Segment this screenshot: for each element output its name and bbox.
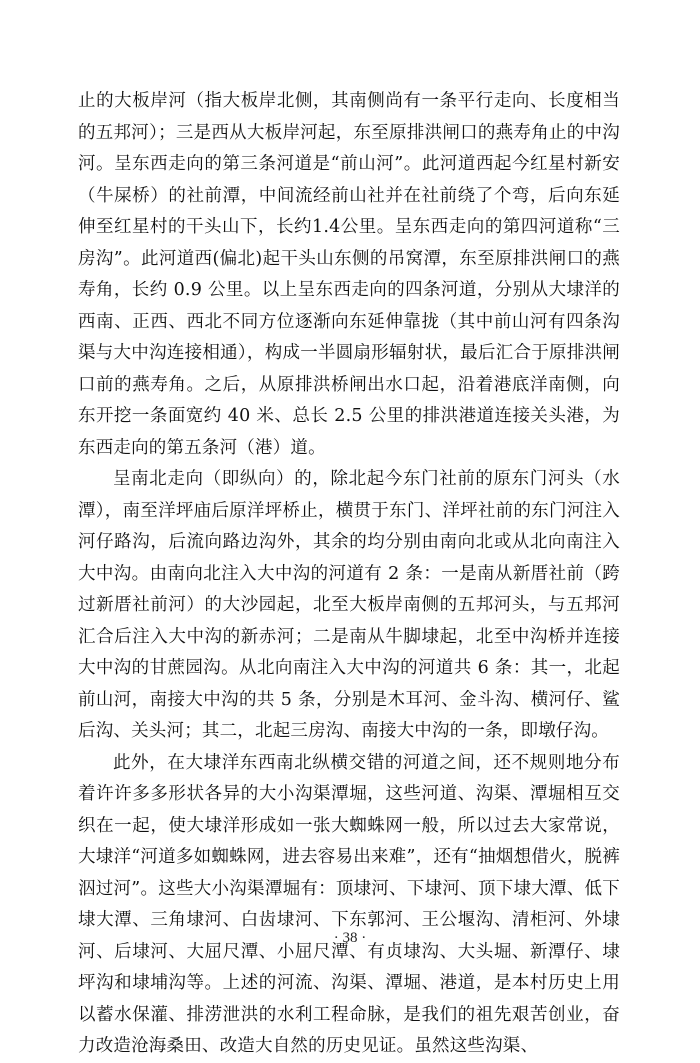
paragraph-3: 此外，在大埭洋东西南北纵横交错的河道之间，还不规则地分布着许许多多形状各异的大小沟渠潭堀，这些河道、沟渠、潭堀相互交织在一起，使大埭洋形成如一张大蜘蛛网一般，所以过去大家常说，大埭洋“河道多如蜘蛛网，进去容易出来难”，还有“抽烟想借火，脱裤泅过河”。这些大小沟渠潭堀有：顶埭河、下埭河、顶下埭大潭、低下埭大潭、三角埭河、白齿埭河、下东郭河、王公堰沟、清柜河、外埭河、后埭河、大屈尺潭、小屈尺潭、有贞埭沟、大头堀、新潭仔、埭坪沟和埭埔沟等。上述的河流、沟渠、潭堀、港道，是本村历史上用以蓄水保灌、排涝泄洪的水利工程命脉，是我们的祖先艰苦创业，奋力改造沧海桑田、改造大自然的历史见证。虽然这些沟渠、 [78, 752, 620, 1056]
body-text [78, 86, 620, 1063]
paragraph-2: 呈南北走向（即纵向）的，除北起今东门社前的原东门河头（水潭），南至洋坪庙后原洋坪桥止，横贯于东门、洋坪社前的东门河注入河仔路沟，后流向路边沟外，其余的均分别由南向北或从北向南注入大中沟。由南向北注入大中沟的河道有 2 条：一是南从新厝社前（跨过新厝社前河）的大沙园起，北至大板岸南侧的五邦河头，与五邦河汇合后注入大中沟的新赤河；二是南从牛脚埭起，北至中沟桥并连接大中沟的甘蔗园沟。从北向南注入大中沟的河道共 6 条：其一，北起前山河，南接大中沟的共 5 条，分别是木耳河、金斗沟、横河仔、鲨后沟、关头河；其二，北起三房沟、南接大中沟的一条，即墩仔沟。 [78, 469, 620, 741]
page-number: · 38 · [333, 930, 367, 946]
paragraph-1: 止的大板岸河（指大板岸北侧，其南侧尚有一条平行走向、长度相当的五邦河）；三是西从大板岸河起，东至原排洪闸口的燕寿角止的中沟河。呈东西走向的第三条河道是“前山河”。此河道西起今红星村新安（牛屎桥）的社前潭，中间流经前山社并在社前绕了个弯，后向东延伸至红星村的干头山下，长约1.4公里。呈东西走向的第四河道称“三房沟”。此河道西(偏北)起干头山东侧的吊窝潭，东至原排洪闸口的燕寿角，长约 0.9 公里。以上呈东西走向的四条河道，分别从大埭洋的西南、正西、西北不同方位逐渐向东延伸靠拢（其中前山河有四条沟渠与大中沟连接相通），构成一半圆扇形辐射状，最后汇合于原排洪闸口前的燕寿角。之后，从原排洪桥闸出水口起，沿着港底洋南侧，向东开挖一条面宽约 40 米、总长 2.5 公里的排洪港道连接关头港，为东西走向的第五条河（港）道。 [78, 91, 620, 458]
